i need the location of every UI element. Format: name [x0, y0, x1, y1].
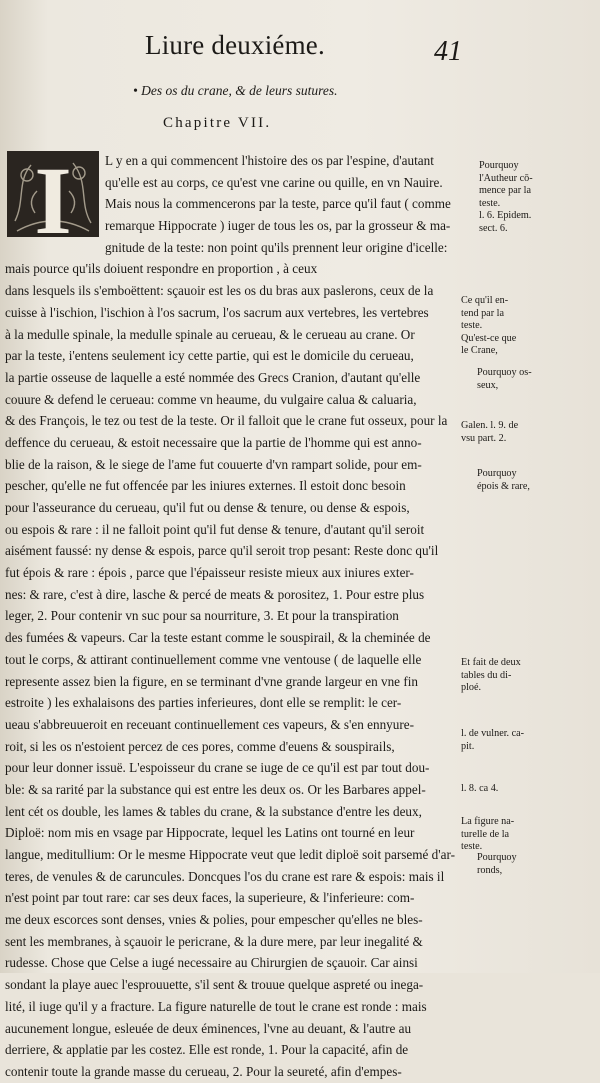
text-line: par la teste, i'entens seulement icy cette partie, qui est le domicile du cerueau, [5, 348, 414, 364]
margin-note: Pourquoy ronds, [477, 852, 517, 876]
text-line: n'est point par tout rare: car ses deux faces, la superieure, & l'inferieure: com- [5, 890, 415, 906]
text-line: sent les membranes, à sçauoir le pericrane, & la dure mere, par leur inegalité & [5, 933, 423, 949]
running-title: Liure deuxiéme. [145, 30, 325, 60]
margin-note: l. de vulner. ca- pit. [461, 728, 525, 752]
margin-note: Pourquoy os- seux, [477, 367, 532, 391]
text-line: ueau s'abbreuueroit en receuant continuellement ces vapeurs, & s'en ennyure- [5, 716, 414, 732]
text-line: contenir toute la grande masse du cerueau, 2. Pour la seureté, afin d'empes- [5, 1063, 402, 1079]
text-line: qu'elle est au corps, ce qu'est vne carine ou quille, en vn Nauire. [105, 174, 443, 190]
text-line: teres, de venules & de caruncules. Doncques l'os du crane est rare & espois: mais il [5, 868, 445, 884]
text-line: rudesse. Chose que Celse a iugé necessaire au Chirurgien de sçauoir. Car ainsi [5, 955, 418, 971]
text-line: estroite ) les exhalaisons des parties inferieures, dont elle se remplit: le cer- [5, 695, 402, 711]
text-line: deffence du cerueau, & estoit necessaire que la partie de l'homme qui est anno- [5, 434, 422, 450]
text-line: à la medulle spinale, la medulle spinale au cerueau, & le cerueau au crane. Or [5, 326, 415, 342]
margin-note: Et fait de deux tables du di- ploé. [461, 657, 521, 694]
text-line: blie de la raison, & le siege de l'ame fut couuerte d'vn rampart solide, pour em- [5, 456, 422, 472]
text-line: roit, si les os n'estoient percez de ces pores, comme d'euens & souspirails, [5, 738, 395, 754]
text-line: aisément faussé: ny dense & espois, parce qu'il seroit trop pesant: Reste donc qu'il [5, 543, 439, 559]
text-line: represente assez bien la figure, en se terminant d'vne grande largeur en vne fin [5, 673, 418, 689]
margin-note: Ce qu'il en- tend par la teste. Qu'est-ce que le Crane, [461, 295, 517, 357]
text-line: la partie osseuse de laquelle a esté nommée des Grecs Cranion, d'autant qu'elle [5, 369, 421, 385]
text-line: lent cét os double, les lames & tables du crane, & la substance d'entre les deux, [5, 803, 422, 819]
text-line: nes: & rare, c'est à dire, lasche & percé de meats & porositez, 1. Pour estre plus [5, 586, 425, 602]
text-line: Mais nous la commencerons par la teste, parce qu'il faut ( comme [105, 196, 451, 212]
body-text [5, 150, 458, 1083]
page-number: 41 [434, 36, 462, 67]
text-line: gnitude de la teste: non point qu'ils prennent leur origine d'icelle: [105, 239, 448, 255]
margin-note: Pourquoy l'Autheur cō- mence par la teste. l. 6. Epidem. sect. 6. [479, 160, 533, 234]
text-line: des fumées & vapeurs. Car la teste estant comme le souspirail, & la cheminée de [5, 630, 431, 646]
margin-note: Pourquoy épois & rare, [477, 468, 530, 492]
text-line: leger, 2. Pour contenir vn suc pour sa nourriture, 3. Et pour la transpiration [5, 608, 399, 624]
text-line: & des François, le tez ou test de la teste. Or il falloit que le crane fut osseux, pour la [5, 413, 448, 429]
text-line: Diploë: nom mis en vsage par Hippocrate, lequel les Latins ont tourné en leur [5, 825, 415, 841]
text-line: sondant la playe auec l'esprouuette, s'il sent & trouue quelque aspreté ou inega- [5, 977, 424, 993]
text-line: pescher, qu'elle ne fut offencée par les iniures externes. Il estoit donc besoin [5, 478, 406, 494]
text-line: mais pource qu'ils doiuent respondre en proportion , à ceux [5, 261, 318, 277]
initial-letter: I [34, 151, 72, 237]
text-line: pour l'asseurance du cerueau, qu'il fut ou dense & tenure, ou dense & espois, [5, 500, 410, 515]
text-line: remarque Hippocrate ) iuger de tous les os, par la grosseur & ma- [105, 218, 451, 234]
section-title: • Des os du crane, & de leurs sutures. [133, 83, 338, 98]
text-line: pour leur donner issuë. L'espoisseur du crane se iuge de ce qu'il est par tout dou- [5, 760, 430, 776]
text-line: derriere, & applatie par les costez. Elle est ronde, 1. Pour la capacité, afin de [5, 1042, 409, 1058]
text-line: fut épois & rare : épois , parce que l'épaisseur resiste mieux aux iniures exter- [5, 565, 414, 581]
margin-note: l. 8. ca 4. [461, 783, 499, 794]
text-line: langue, meditullium: Or le mesme Hippocrate veut que ledit diploë soit parsemé d'ar- [5, 847, 455, 862]
text-line: aucunement longue, esleuée de deux éminences, l'vne au deuant, & l'autre au [5, 1020, 412, 1036]
text-line: cuisse à l'ischion, l'ischion à l'os sacrum, l'os sacrum aux vertebres, les vertebres [5, 304, 429, 320]
text-line: couure & defend le cerueau: comme vn heaume, du vulgaire calua & caluaria, [5, 391, 417, 407]
text-line: tout le corps, & attirant continuellement comme vne ventouse ( de laquelle elle [5, 651, 422, 667]
text-line: L y en a qui commencent l'histoire des os par l'espine, d'autant [105, 153, 434, 168]
text-line: ble: & sa rarité par la substance qui est entre les deux os. Or les Barbares appel- [5, 781, 426, 797]
text-line: me deux escorces sont denses, vnies & polies, pour empescher qu'elles ne bles- [5, 912, 423, 928]
margin-note: Galen. l. 9. de vsu part. 2. [461, 420, 519, 444]
margin-note: La figure na- turelle de la teste. [461, 816, 515, 853]
chapter-heading: Chapitre VII. [163, 115, 272, 131]
text-line: dans lesquels ils s'emboëttent: sçauoir est les os du bras aux paslerons, ceux de la [5, 283, 434, 299]
text-line: lité, il iuge qu'il y a fracture. La figure naturelle de tout le crane est ronde : mais [5, 998, 427, 1014]
text-line: ou espois & rare : il ne falloit point qu'il fut dense & tenure, d'autant qu'il seroit [5, 521, 425, 537]
